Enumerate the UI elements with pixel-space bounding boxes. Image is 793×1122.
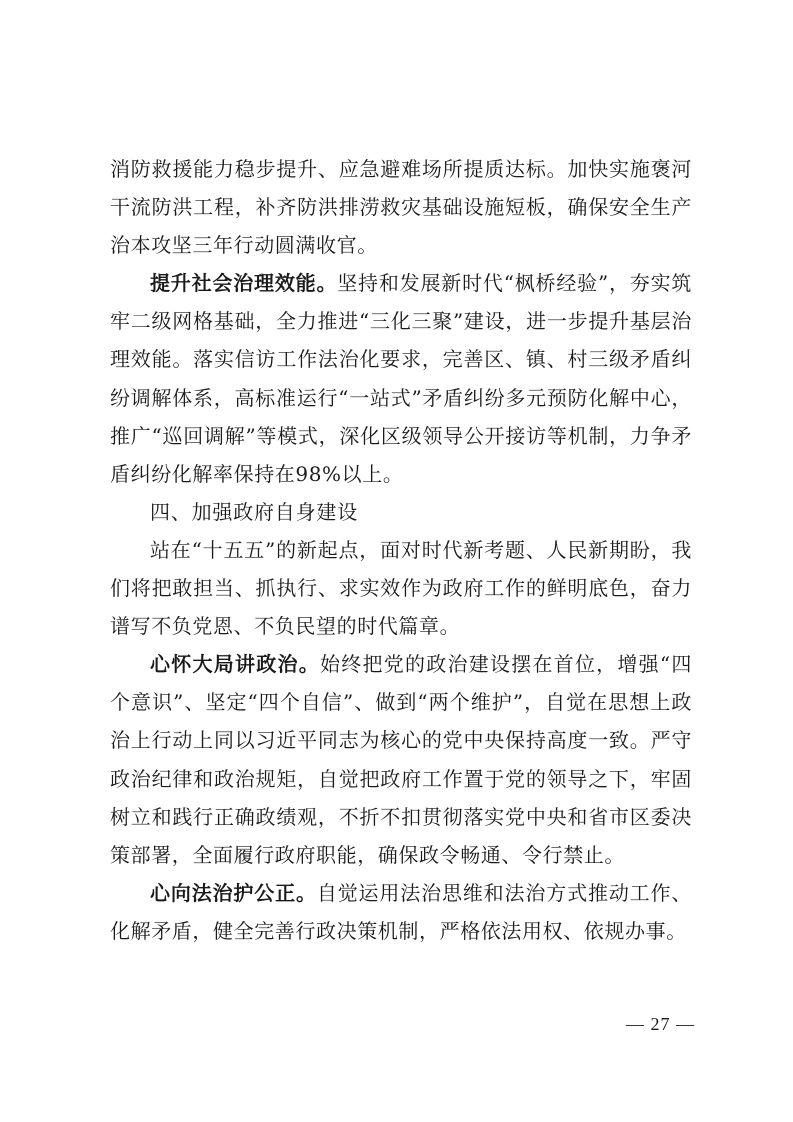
- section-heading: [110, 493, 692, 531]
- paragraph-lead: 心怀大局讲政治。: [150, 652, 320, 677]
- paragraph-rule-of-law: [110, 874, 692, 950]
- paragraph-lead: 提升社会治理效能。: [150, 271, 338, 296]
- body-text: [110, 150, 692, 950]
- paragraph-intro: [110, 531, 692, 645]
- paragraph-continuation: [110, 150, 692, 264]
- paragraph-body: 站在“十五五”的新起点，面对时代新考题、人民新期盼，我们将把敢担当、抓执行、求实效作为政府工作的鲜明底色，奋力谱写不负党恩、不负民望的时代篇章。: [110, 537, 692, 639]
- paragraph-politics: [110, 645, 692, 874]
- paragraph-body: 坚持和发展新时代“枫桥经验”，夯实筑牢二级网格基础，全力推进“三化三聚”建设，进一步提升基层治理效能。落实信访工作法治化要求，完善区、镇、村三级矛盾纠纷调解体系，高标准运行“一站式”矛盾纠纷多元预防化解中心，推广“巡回调解”等模式，深化区级领导公开接访等机制，力争矛盾纠纷化解率保持在98%以上。: [110, 271, 692, 486]
- paragraph-lead: 心向法治护公正。: [150, 880, 317, 905]
- page-number: — 27 —: [626, 1014, 695, 1034]
- section-heading-text: 四、加强政府自身建设: [150, 499, 358, 524]
- paragraph-body: 始终把党的政治建设摆在首位，增强“四个意识”、坚定“四个自信”、做到“两个维护”，自觉在思想上政治上行动上同以习近平同志为核心的党中央保持高度一致。严守政治纪律和政治规矩，自觉把政府工作置于党的领导之下，牢固树立和践行正确政绩观，不折不扣贯彻落实党中央和省市区委决策部署，全面履行政府职能，确保政令畅通、令行禁止。: [110, 652, 692, 867]
- paragraph-social-governance: [110, 264, 692, 493]
- paragraph-body: 消防救援能力稳步提升、应急避难场所提质达标。加快实施褒河干流防洪工程，补齐防洪排涝救灾基础设施短板，确保安全生产治本攻坚三年行动圆满收官。: [110, 157, 692, 258]
- paragraph-body: 自觉运用法治思维和法治方式推动工作、化解矛盾，健全完善行政决策机制，严格依法用权、依规办事。: [110, 880, 692, 943]
